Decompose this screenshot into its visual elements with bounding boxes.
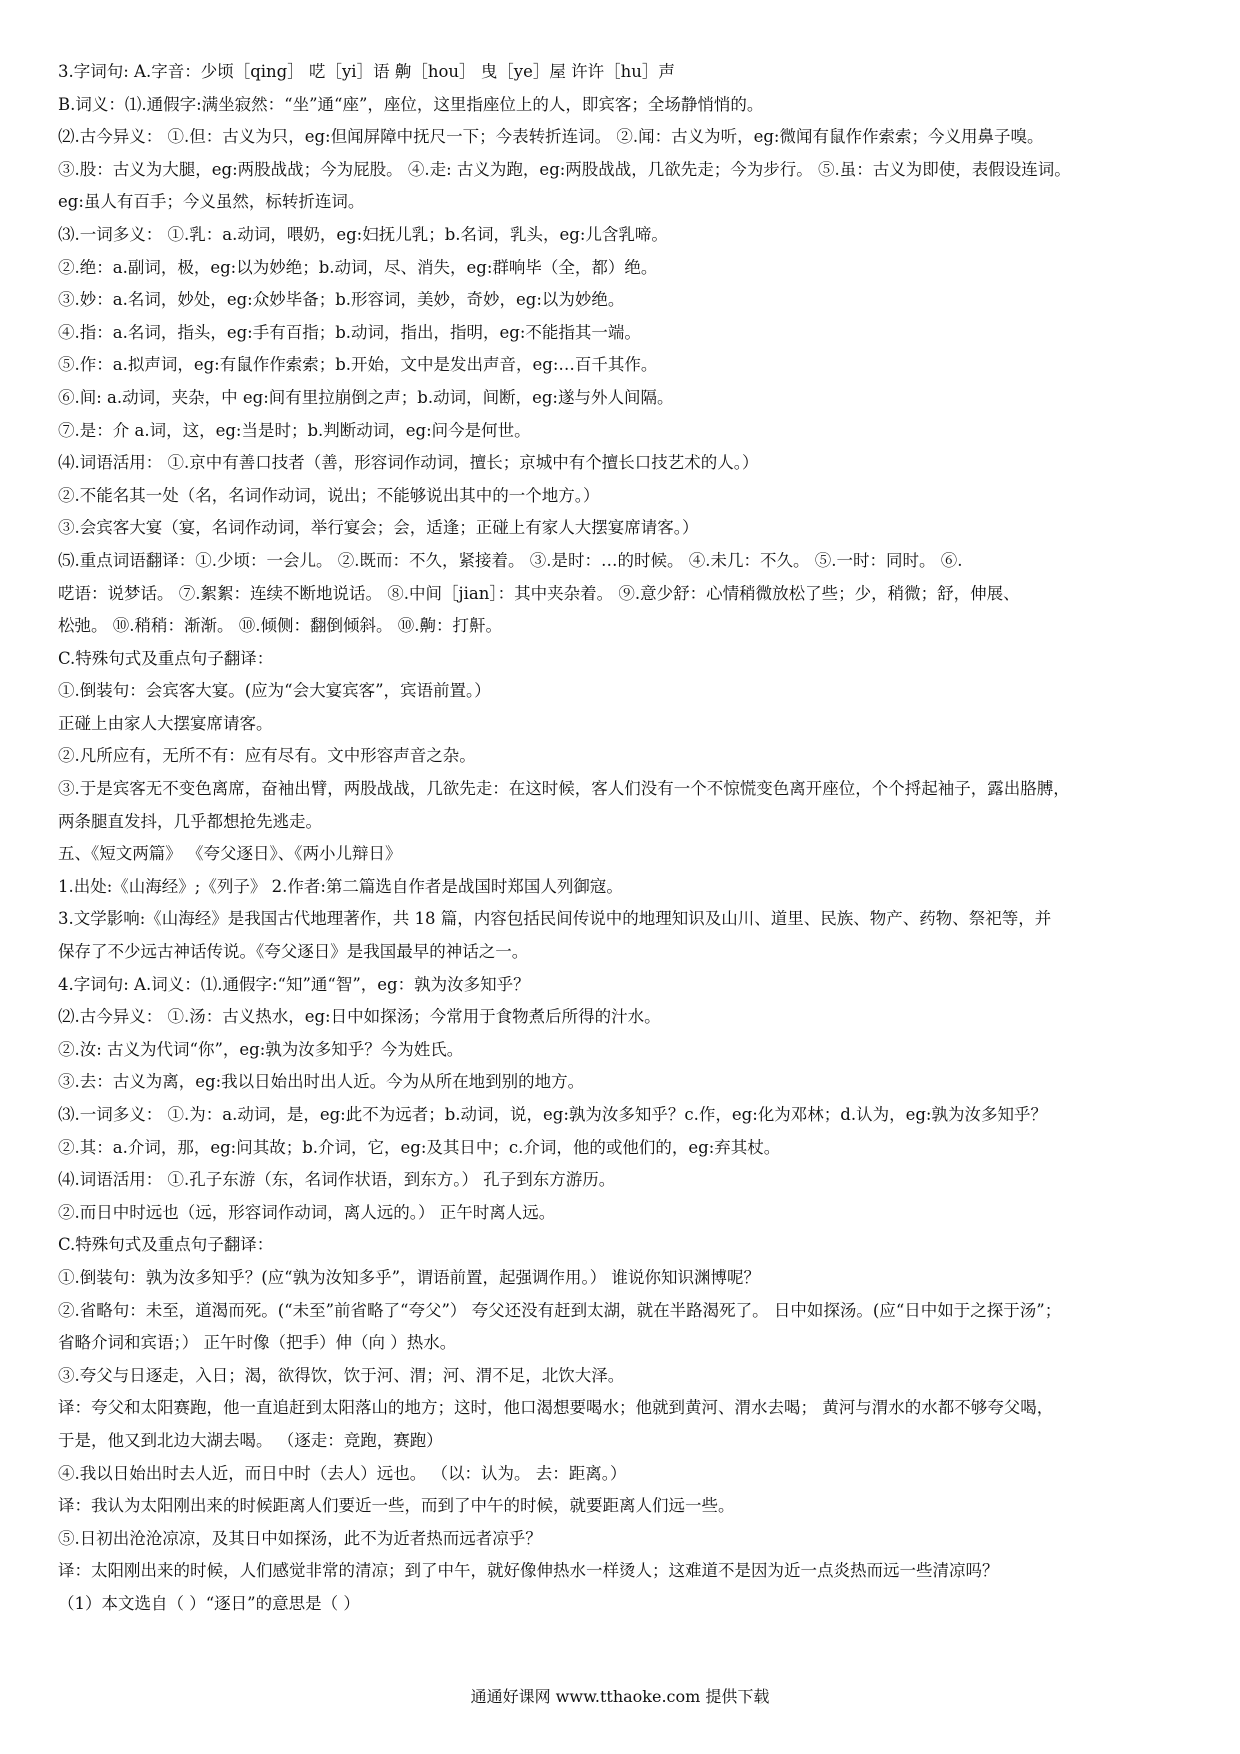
text-line: ①.倒装句：孰为汝多知乎？(应“孰为汝知多乎”，谓语前置，起强调作用。） 谁说你知识渊博呢？ (58, 1267, 761, 1287)
page-footer: 通通好课网 www.tthaoke.com 提供下载 (470, 1687, 770, 1706)
text-line: ⑵.古今异义： ①.汤：古义热水，eg:日中如探汤；今常用于食物煮后所得的汁水。 (58, 1007, 661, 1027)
text-line: ②.省略句：未至，道渴而死。(“未至”前省略了“夸父”） 夸父还没有赶到太湖，就在半路渴死了。 日中如探汤。(应“日中如于之探于汤”； (58, 1300, 1062, 1320)
text-line: ②.而日中时远也（远，形容词作动词，离人远的。） 正午时离人远。 (58, 1202, 556, 1222)
text-line: （1）本文选自（ ）“逐日”的意思是（ ） (58, 1593, 360, 1613)
text-line: 于是，他又到北边大湖去喝。 （逐走：竞跑，赛跑） (58, 1430, 443, 1450)
text-line: 3.文学影响:《山海经》是我国古代地理著作，共 18 篇，内容包括民间传说中的地理知识及山川、道里、民族、物产、药物、祭祀等，并 (58, 909, 1052, 929)
text-line: ③.去：古义为离，eg:我以日始出时出人近。今为从所在地到别的地方。 (58, 1072, 585, 1092)
text-line: 译：太阳刚出来的时候，人们感觉非常的清凉；到了中午，就好像伸热水一样烫人；这难道不是因为近一点炎热而远一些清凉吗？ (58, 1561, 999, 1581)
text-line: ②.不能名其一处（名，名词作动词，说出；不能够说出其中的一个地方。） (58, 485, 600, 505)
text-line: ③.会宾客大宴（宴，名词作动词，举行宴会；会，适逢；正碰上有家人大摆宴席请客。） (58, 518, 699, 538)
text-line: ⑦.是：介 a.词，这，eg:当是时；b.判断动词，eg:问今是何世。 (58, 420, 531, 440)
text-line: 正碰上由家人大摆宴席请客。 (58, 713, 273, 733)
text-line: ③.妙：a.名词，妙处，eg:众妙毕备；b.形容词，美妙，奇妙，eg:以为妙绝。 (58, 290, 625, 310)
text-line: ⑷.词语活用： ①.京中有善口技者（善，形容词作动词，擅长；京城中有个擅长口技艺术的人。） (58, 453, 759, 473)
text-line: 松弛。 ⑩.稍稍：渐渐。 ⑩.倾侧：翻倒倾斜。 ⑩.齁：打鼾。 (58, 616, 502, 636)
text-line: ③.夸父与日逐走，入日；渴，欲得饮，饮于河、渭；河、渭不足，北饮大泽。 (58, 1365, 625, 1385)
text-line: ⑷.词语活用： ①.孔子东游（东，名词作状语，到东方。） 孔子到东方游历。 (58, 1170, 616, 1190)
text-line: 3.字词句: A.字音：少顷［qing］ 呓［yi］语 齁［hou］ 曳［ye］屋 许许［hu］声 (58, 62, 675, 81)
text-line: C.特殊句式及重点句子翻译： (58, 648, 274, 668)
text-line: ④.指：a.名词，指头，eg:手有百指；b.动词，指出，指明，eg:不能指其一端。 (58, 322, 641, 342)
text-line: ⑥.间: a.动词，夹杂，中 eg:间有里拉崩倒之声；b.动词，间断，eg:遂与外人间隔。 (58, 387, 674, 407)
text-line: 4.字词句: A.词义：⑴.通假字:“知”通“智”，eg：孰为汝多知乎？ (58, 974, 530, 994)
text-line: ②.汝: 古义为代词“你”，eg:孰为汝多知乎？今为姓氏。 (58, 1039, 464, 1059)
text-line: 1.出处:《山海经》;《列子》 2.作者:第二篇选自作者是战国时郑国人列御寇。 (58, 876, 623, 896)
text-line: ①.倒装句：会宾客大宴。(应为“会大宴宾客”，宾语前置。） (58, 681, 491, 701)
text-line: ②.绝：a.副词，极，eg:以为妙绝；b.动词，尽、消失，eg:群响毕（全，都）绝。 (58, 257, 658, 277)
text-line: ③.于是宾客无不变色离席，奋袖出臂，两股战战，几欲先走：在这时候，客人们没有一个不惊慌变色离开座位，个个捋起袖子，露出胳膊， (58, 779, 1070, 799)
text-line: ⑵.古今异义： ①.但：古义为只，eg:但闻屏障中抚尺一下；今表转折连词。 ②.闻：古义为听，eg:微闻有鼠作作索索；今义用鼻子嗅。 (58, 127, 1044, 147)
text-line: 省略介词和宾语；） 正午时像（把手）伸（向 ）热水。 (58, 1333, 457, 1353)
text-line: ④.我以日始出时去人近，而日中时（去人）远也。 （以：认为。 去：距离。） (58, 1463, 627, 1483)
text-line: ⑸.重点词语翻译：①.少顷：一会儿。 ②.既而：不久，紧接着。 ③.是时：…的时候。 ④.未几：不久。 ⑤.一时：同时。 ⑥. (58, 550, 963, 570)
text-line: C.特殊句式及重点句子翻译： (58, 1235, 274, 1255)
text-line: 译：我认为太阳刚出来的时候距离人们要近一些，而到了中午的时候，就要距离人们远一些。 (58, 1496, 735, 1516)
text-line: 呓语：说梦话。 ⑦.絮絮：连续不断地说话。 ⑧.中间［jian］：其中夹杂着。 ⑨.意少舒：心情稍微放松了些；少，稍微；舒，伸展、 (58, 583, 1020, 603)
text-line: 五、《短文两篇》 《夸父逐日》、《两小儿辩日》 (58, 844, 402, 864)
text-line: 译：夸父和太阳赛跑，他一直追赶到太阳落山的地方；这时，他口渴想要喝水；他就到黄河、渭水去喝； 黄河与渭水的水都不够夸父喝， (58, 1398, 1054, 1418)
text-line: ⑤.作：a.拟声词，eg:有鼠作作索索；b.开始，文中是发出声音，eg:…百千其作。 (58, 355, 658, 375)
text-line: B.词义：⑴.通假字:满坐寂然：“坐”通“座”，座位，这里指座位上的人，即宾客；全场静悄悄的。 (58, 94, 764, 114)
text-line: ⑶.一词多义： ①.为：a.动词，是，eg:此不为远者；b.动词，说，eg:孰为汝多知乎？c.作，eg:化为邓林；d.认为，eg:孰为汝多知乎？ (58, 1105, 1047, 1124)
text-line: ③.股：古义为大腿，eg:两股战战；今为屁股。 ④.走: 古义为跑，eg:两股战战，几欲先走；今为步行。 ⑤.虽：古义为即使，表假设连词。 (58, 159, 1071, 179)
document-body (58, 56, 1188, 1621)
text-line: ⑶.一词多义： ①.乳：a.动词，喂奶，eg:妇抚儿乳；b.名词，乳头，eg:儿含乳啼。 (58, 224, 668, 244)
text-line: 保存了不少远古神话传说。《夸父逐日》是我国最早的神话之一。 (58, 942, 529, 962)
text-line: ⑤.日初出沧沧凉凉，及其日中如探汤，此不为近者热而远者凉乎？ (58, 1528, 542, 1548)
text-line: ②.凡所应有，无所不有：应有尽有。文中形容声音之杂。 (58, 746, 476, 766)
text-line: 两条腿直发抖，几乎都想抢先逃走。 (58, 811, 322, 831)
text-line: eg:虽人有百手；今义虽然，标转折连词。 (58, 192, 365, 212)
text-line: ②.其：a.介词，那，eg:问其故；b.介词，它，eg:及其日中；c.介词，他的或他们的，eg:弃其杖。 (58, 1137, 781, 1157)
